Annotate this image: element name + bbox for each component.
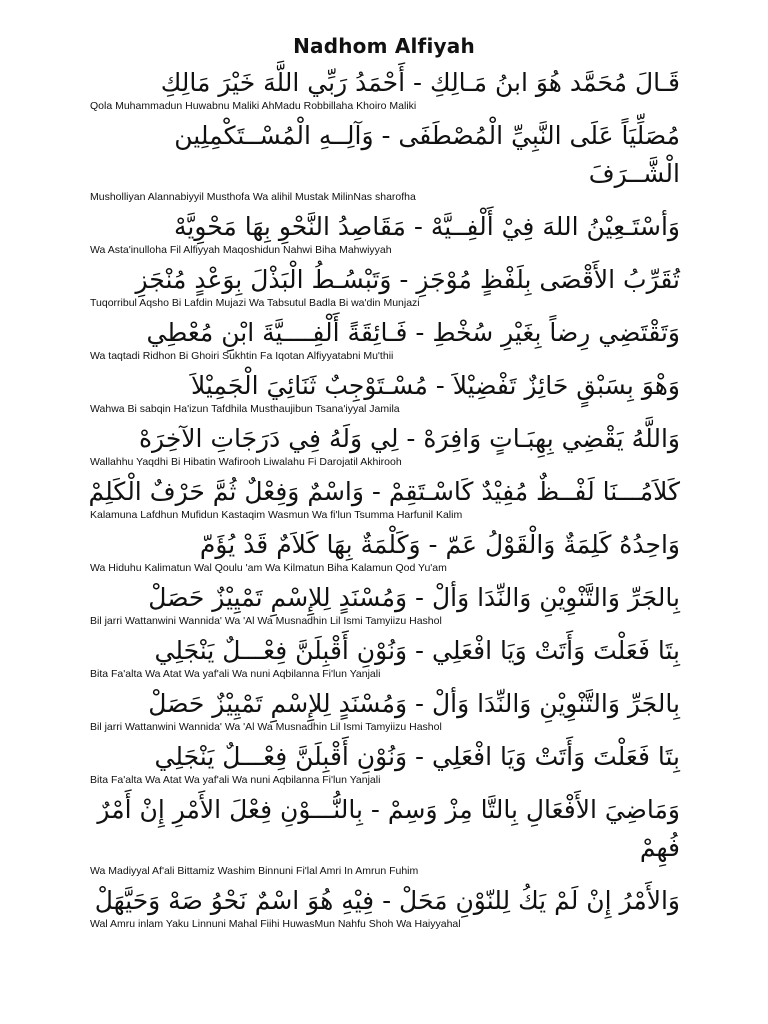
verse-transliteration: Wa Asta'inulloha Fil Alfiyyah Maqoshidun Nahwi Biha Mahwiyyah — [90, 244, 392, 256]
verse-arabic-text: كَلاَمُـــنَا لَفْــظٌ مُفِيْدٌ كَاسْـتَقِمْ - وَاسْمٌ وَفِعْلٌ ثُمَّ حَرْفٌ الْكَلِمْ — [88, 477, 680, 506]
verse-transliteration: Wahwa Bi sabqin Ha'izun Tafdhila Musthaujibun Tsana'iyyal Jamila — [90, 403, 400, 415]
verse-transliteration: Bil jarri Wattanwini Wannida' Wa 'Al Wa Musnadhin Lil Ismi Tamyiizu Hashol — [90, 721, 442, 733]
verse-item — [88, 579, 680, 628]
verse-item — [88, 882, 680, 931]
verse-item — [88, 367, 680, 416]
verse-transliteration: Wal Amru inlam Yaku Linnuni Mahal Fiihi HuwasMun Nahfu Shoh Wa Haiyyahal — [90, 918, 461, 930]
verse-list — [88, 64, 680, 931]
verse-transliteration: Wallahhu Yaqdhi Bi Hibatin Wafirooh Liwalahu Fi Darojatil Akhirooh — [90, 456, 402, 468]
verse-item — [88, 791, 680, 878]
verse-item — [88, 208, 680, 257]
verse-arabic-text: قَـالَ مُحَمَّد هُوَ ابنُ مَـالِكِ - أَحْمَدُ رَبِّي اللَّهَ خَيْرَ مَالِكِ — [160, 68, 680, 97]
verse-item — [88, 632, 680, 681]
verse-arabic-text: تُقَرِّبُ الأَقْصَى بِلَفْظٍ مُوْجَزِ - وَتَبْسُـطُ الْبَذْلَ بِوَعْدٍ مُنْجَزِ — [135, 265, 680, 294]
verse-item — [88, 117, 680, 204]
verse-arabic-text: وَتَقْتَضِي رِضاً بِغَيْرِ سُخْطِ - فَـائِقَةً أَلْفِــــيَّةَ ابْنِ مُعْطِي — [146, 318, 680, 347]
verse-transliteration: Musholliyan Alannabiyyil Musthofa Wa alihil Mustak MilinNas sharofha — [90, 191, 416, 203]
verse-item — [88, 738, 680, 787]
verse-transliteration: Kalamuna Lafdhun Mufidun Kastaqim Wasmun Wa fi'lun Tsumma Harfunil Kalim — [90, 509, 463, 521]
verse-arabic-text: مُصَلِّيَاً عَلَى النَّبِيِّ الْمُصْطَفَى - وَآلِــهِ الْمُسْــتَكْمِلِين الْشَّــرَفَ — [174, 121, 680, 188]
verse-item — [88, 473, 680, 522]
verse-transliteration: Bil jarri Wattanwini Wannida' Wa 'Al Wa Musnadhin Lil Ismi Tamyiizu Hashol — [90, 615, 442, 627]
verse-arabic-text: وَمَاضِيَ الأَفْعَالِ بِالتَّا مِزْ وَسِمْ - بِالنُّـــوْنِ فِعْلَ الأَمْرِ إِنْ أَمْرٌ فُهِمْ — [97, 795, 680, 862]
verse-item — [88, 526, 680, 575]
document-title: Nadhom Alfiyah — [293, 34, 475, 58]
verse-item — [88, 314, 680, 363]
verse-transliteration: Wa taqtadi Ridhon Bi Ghoiri Sukhtin Fa Iqotan Alfiyyatabni Mu'thii — [90, 350, 394, 362]
verse-arabic-text: وَأسْتَـعِيْنُ اللهَ فِيْ أَلْفِــيَّهْ - مَقَاصِدُ النَّحْوِ بِهَا مَحْوِيَّهْ — [174, 212, 680, 241]
verse-arabic-text: وَاحِدُهُ كَلِمَةٌ وَالْقَوْلُ عَمّ - وَكَلْمَةٌ بِهَا كَلاَمٌ قَدْ يُؤَمّ — [199, 530, 680, 559]
verse-transliteration: Wa Hiduhu Kalimatun Wal Qoulu 'am Wa Kilmatun Biha Kalamun Qod Yu'am — [90, 562, 447, 574]
verse-arabic-text: بِتَا فَعَلْتَ وَأَتَتْ وَيَا افْعَلِي - وَنُوْنِ أَقْبِلَنَّ فِعْـــلٌ يَنْجَلِي — [154, 742, 680, 771]
verse-transliteration: Wa Madiyyal Af'ali Bittamiz Washim Binnuni Fi'lal Amri In Amrun Fuhim — [90, 865, 419, 877]
verse-item — [88, 261, 680, 310]
verse-transliteration: Tuqorribul Aqsho Bi Lafdin Mujazi Wa Tabsutul Badla Bi wa'din Munjazi — [90, 297, 420, 309]
verse-arabic-text: بِتَا فَعَلْتَ وَأَتَتْ وَيَا افْعَلِي - وَنُوْنِ أَقْبِلَنَّ فِعْـــلٌ يَنْجَلِي — [154, 636, 680, 665]
verse-transliteration: Qola Muhammadun Huwabnu Maliki AhMadu Robbillaha Khoiro Maliki — [90, 100, 417, 112]
verse-item — [88, 420, 680, 469]
verse-arabic-text: وَاللَّهُ يَقْضِي بِهِبَـاتٍ وَافِرَهْ - لِي وَلَهُ فِي دَرَجَاتِ الآخِرَهْ — [138, 424, 680, 453]
verse-item — [88, 685, 680, 734]
verse-item — [88, 64, 680, 113]
verse-arabic-text: بِالجَرِّ وَالتَّنْوِيْنِ وَالنِّدَا وَألْ - وَمُسْنَدٍ لِلإِسْمِ تَمْيِيْزٌ حَصَلْ — [148, 583, 680, 612]
verse-arabic-text: بِالجَرِّ وَالتَّنْوِيْنِ وَالنِّدَا وَألْ - وَمُسْنَدٍ لِلإِسْمِ تَمْيِيْزٌ حَصَلْ — [148, 689, 680, 718]
verse-transliteration: Bita Fa'alta Wa Atat Wa yaf'ali Wa nuni Aqbilanna Fi'lun Yanjali — [90, 668, 381, 680]
verse-arabic-text: وَهْوَ بِسَبْقٍ حَائِزٌ تَفْضِيْلاَ - مُسْـتَوْجِبٌ ثَنَائِيَ الْجَمِيْلاَ — [190, 371, 680, 400]
verse-arabic-text: وَالأَمْرُ إِنْ لَمْ يَكُ لِلنّوْنِ مَحَلْ - فِيْهِ هُوَ اسْمٌ نَحْوُ صَهْ وَحَيَّهَلْ — [94, 886, 680, 915]
verse-transliteration: Bita Fa'alta Wa Atat Wa yaf'ali Wa nuni Aqbilanna Fi'lun Yanjali — [90, 774, 381, 786]
